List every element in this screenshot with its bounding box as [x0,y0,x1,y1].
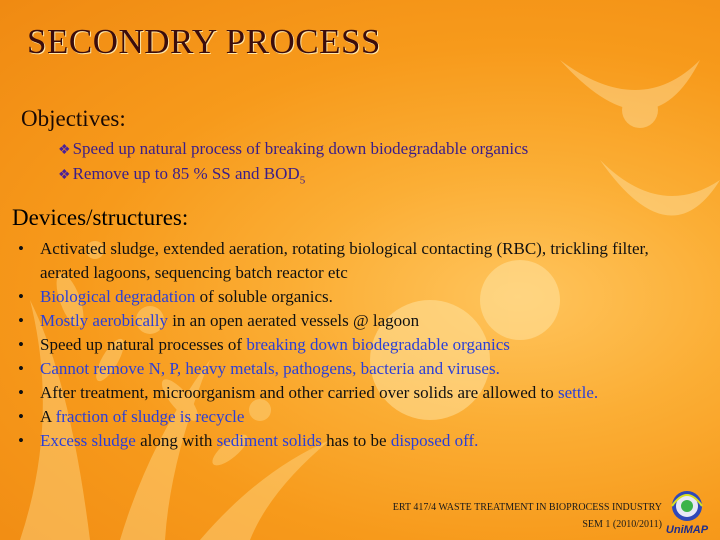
dot-bullet-icon: • [18,431,24,450]
objective-text: Remove up to 85 % SS and BOD [72,164,300,183]
device-item [18,237,698,285]
diamond-bullet-icon: ❖ [58,143,71,158]
slide-title: SECONDRY PROCESS [27,22,381,61]
objective-item [58,137,528,162]
device-text: Activated sludge, extended aeration, rotating biological contacting (RBC), trickling filter, aerated lagoons, sequencing batch reactor etc [40,239,649,282]
highlighted-text: Excess sludge [40,431,136,450]
device-item [18,309,698,333]
dot-bullet-icon: • [18,239,24,258]
highlighted-text: settle. [558,383,599,402]
device-item [18,405,698,429]
footer-semester-line: SEM 1 (2010/2011) [582,519,662,530]
device-text: A [40,407,56,426]
diamond-bullet-icon: ❖ [58,168,71,183]
dot-bullet-icon: • [18,383,24,402]
device-item [18,381,698,405]
device-text: in an open aerated vessels @ lagoon [167,311,420,330]
objective-subscript: 5 [299,174,306,187]
highlighted-text: Cannot remove N, P, heavy metals, pathogens, bacteria and viruses. [40,359,500,378]
course-footer [393,499,662,533]
device-text: has to be [321,431,391,450]
devices-list [18,237,698,453]
highlighted-text: Mostly aerobically [40,311,168,330]
device-item [18,429,698,453]
device-text: along with [135,431,217,450]
dot-bullet-icon: • [18,407,24,426]
footer-course-line: ERT 417/4 WASTE TREATMENT IN BIOPROCESS INDUSTRY [392,502,662,513]
dot-bullet-icon: • [18,311,24,330]
objectives-heading: Objectives: [21,106,126,131]
dot-bullet-icon: • [18,359,24,378]
device-text: Speed up natural processes of [40,335,247,354]
objective-text: Speed up natural process of breaking down biodegradable organics [72,139,529,158]
highlighted-text: Biological degradation [40,287,196,306]
device-item [18,333,698,357]
highlighted-text: fraction of sludge is recycle [55,407,245,426]
logo-label: UniMAP [665,524,709,536]
devices-heading: Devices/structures: [12,205,189,230]
device-item [18,285,698,309]
device-text: of soluble organics. [195,287,333,306]
highlighted-text: disposed off. [390,431,479,450]
device-text: After treatment, microorganism and other carried over solids are allowed to [40,383,559,402]
dot-bullet-icon: • [18,287,24,306]
objective-item [58,162,528,192]
highlighted-text: sediment solids [216,431,322,450]
objectives-list [58,137,528,192]
highlighted-text: breaking down biodegradable organics [246,335,510,354]
dot-bullet-icon: • [18,335,24,354]
device-item [18,357,698,381]
